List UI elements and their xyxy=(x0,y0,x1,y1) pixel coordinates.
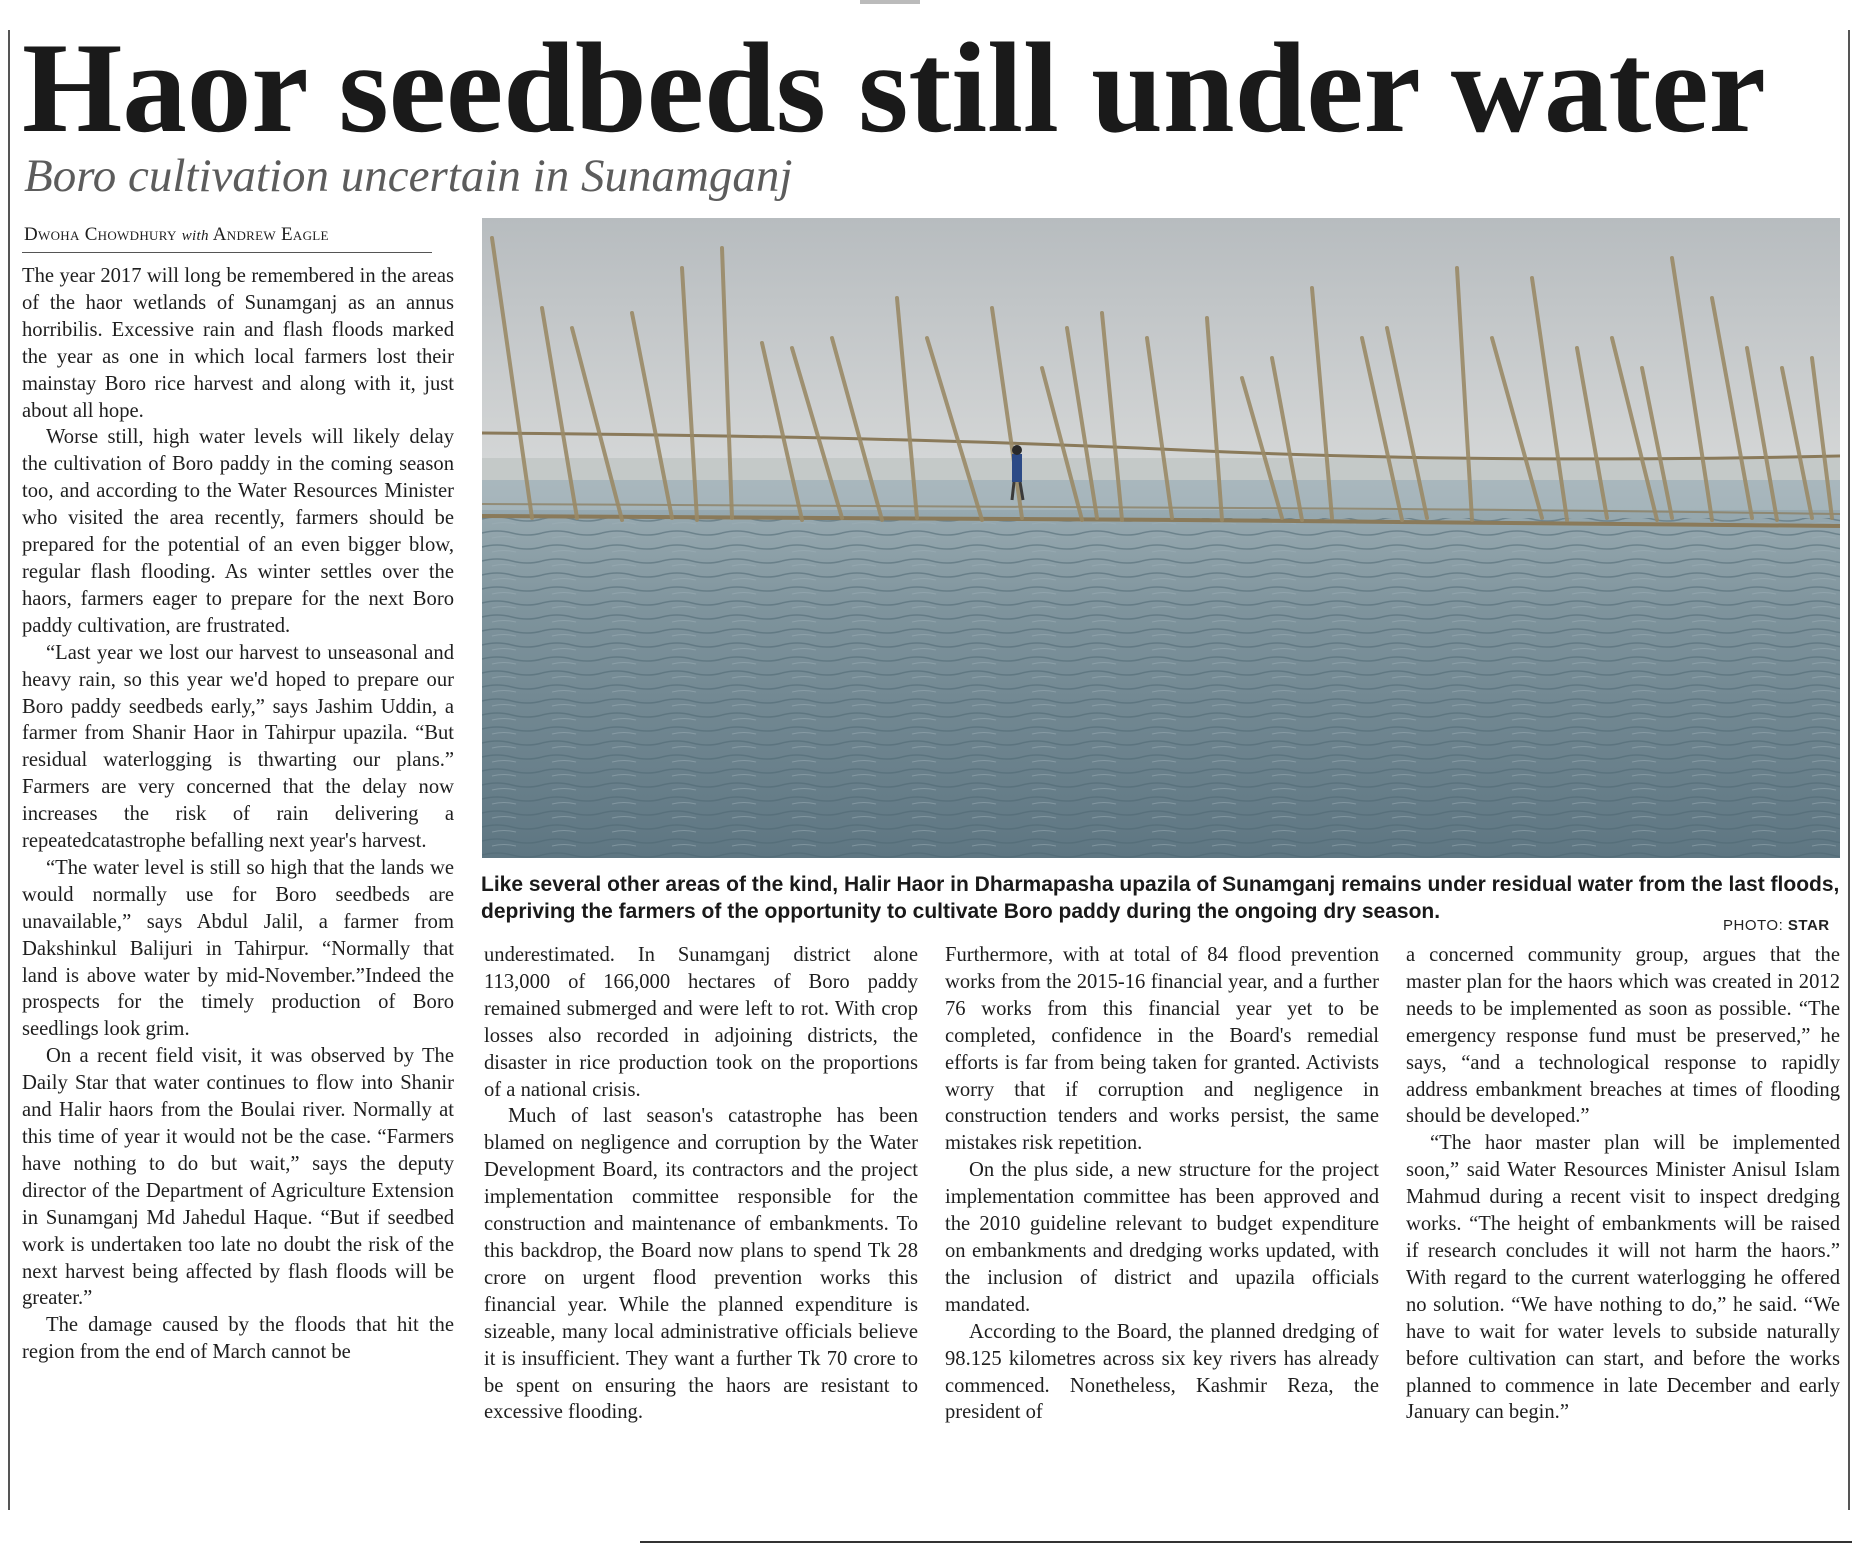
paragraph: underestimated. In Sunamganj district alone 113,000 of 166,000 hectares of Boro paddy remained submerged and were left to rot. With crop losses also recorded in adjoining districts, the disaster in rice production took on the proportions of a national crisis. xyxy=(484,944,918,1101)
paragraph: Furthermore, with at total of 84 flood prevention works from the 2015-16 financial year, and a further 76 works from this financial year yet to be completed, confidence in the Board's remedial efforts is far from being taken for granted. Activists worry that if corruption and negligence in construction tenders and works persist, the same mistakes risk repetition. xyxy=(945,944,1379,1155)
article-column-1 xyxy=(22,263,454,1523)
news-photo xyxy=(482,218,1840,858)
photo-caption: Like several other areas of the kind, Halir Haor in Dharmapasha upazila of Sunamganj remains under residual water from the last floods, depriving the farmers of the opportunity to cultivate Boro paddy during the ongoing dry season. xyxy=(481,873,1840,923)
paragraph: On a recent field visit, it was observed by The Daily Star that water continues to flow into Shanir and Halir haors from the Boulai river. Normally at this time of year it would not be the case. “Farmers have nothing to do but wait,” says the deputy director of the Department of Agriculture Extension in Sunamganj Md Jahedul Haque. “But if seedbed work is undertaken too late no doubt the risk of the next harvest being affected by flash floods will be greater.” xyxy=(22,1045,454,1310)
byline-joiner: with xyxy=(181,228,209,244)
byline-author-2: Andrew Eagle xyxy=(212,224,329,245)
page-top-mark xyxy=(860,0,920,4)
photo-credit xyxy=(1723,917,1830,934)
paragraph: “The water level is still so high that the lands we would normally use for Boro seedbeds are unavailable,” says Abdul Jalil, a farmer from Dakshinkul Balijuri in Tahirpur. “Normally that land is above water by mid-November.”Indeed the prospects for the timely production of Boro seedlings look grim. xyxy=(22,856,454,1041)
photo-credit-label: PHOTO: xyxy=(1723,917,1784,934)
subheadline: Boro cultivation uncertain in Sunamganj xyxy=(24,150,793,202)
paragraph: Much of last season's catastrophe has been blamed on negligence and corruption by the Water Development Board, its contractors and the project implementation committee responsible for the construction and maintenance of embankments. To this backdrop, the Board now plans to spend Tk 28 crore on urgent flood prevention works this financial year. While the planned expenditure is sizeable, many local administrative officials believe it is insufficient. They want a further Tk 70 crore to be spent on ensuring the haors are resistant to excessive flooding. xyxy=(484,1105,918,1424)
byline xyxy=(24,222,432,249)
byline-author-1: Dwoha Chowdhury xyxy=(24,224,177,245)
paragraph: The damage caused by the floods that hit the region from the end of March cannot be xyxy=(22,1314,454,1364)
article-column-2 xyxy=(484,942,918,1527)
paragraph: a concerned community group, argues that the master plan for the haors which was created in 2012 needs to be implemented as soon as possible. “The emergency response fund must be preserved,” he says, “and a technological response to rapidly address embankment breaches at times of flooding should be developed.” xyxy=(1406,944,1840,1128)
paragraph: The year 2017 will long be remembered in the areas of the haor wetlands of Sunamganj as an annus horribilis. Excessive rain and flash floods marked the year as one in which local farmers lost their mainstay Boro rice harvest and along with it, just about all hope. xyxy=(22,265,454,422)
photo-credit-source: STAR xyxy=(1787,917,1830,934)
paragraph: According to the Board, the planned dredging of 98.125 kilometres across six key rivers has already commenced. Nonetheless, Kashmir Reza, the president of xyxy=(945,1320,1379,1424)
paragraph: On the plus side, a new structure for the project implementation committee has been approved and the 2010 guideline relevant to budget expenditure on embankments and dredging works updated, with the inclusion of district and upazila officials mandated. xyxy=(945,1159,1379,1316)
headline: Haor seedbeds still under water xyxy=(22,16,1766,159)
haor-bamboo-fence-photo xyxy=(482,218,1840,858)
paragraph: Worse still, high water levels will likely delay the cultivation of Boro paddy in the coming season too, and according to the Water Resources Minister who visited the area recently, farmers should be prepared for the potential of an even bigger blow, regular flash flooding. As winter settles over the haors, farmers eager to prepare for the next Boro paddy cultivation, are frustrated. xyxy=(22,426,454,637)
article-column-4 xyxy=(1406,942,1840,1527)
page-right-rule xyxy=(1848,30,1850,1510)
article-column-3 xyxy=(945,942,1379,1527)
byline-rule xyxy=(22,252,432,253)
page-left-rule xyxy=(8,30,10,1510)
paragraph: “The haor master plan will be implemented soon,” said Water Resources Minister Anisul Islam Mahmud during a recent visit to inspect dredging works. “The height of embankments will be raised if research concludes it will not harm the haors.” With regard to the current waterlogging he offered no solution. “We have nothing to do,” he said. “We have to wait for water levels to subside naturally before cultivation can start, and before the works planned to commence in late December and early January can begin.” xyxy=(1406,1132,1840,1424)
paragraph: “Last year we lost our harvest to unseasonal and heavy rain, so this year we'd hoped to prepare our Boro paddy seedbeds early,” says Jashim Uddin, a farmer from Shanir Haor in Tahirpur upazila. “But residual waterlogging is thwarting our plans.” Farmers are very concerned that the delay now increases the risk of rain delivering a repeatedcatastrophe befalling next year's harvest. xyxy=(22,641,454,853)
page-bottom-rule xyxy=(640,1541,1852,1543)
